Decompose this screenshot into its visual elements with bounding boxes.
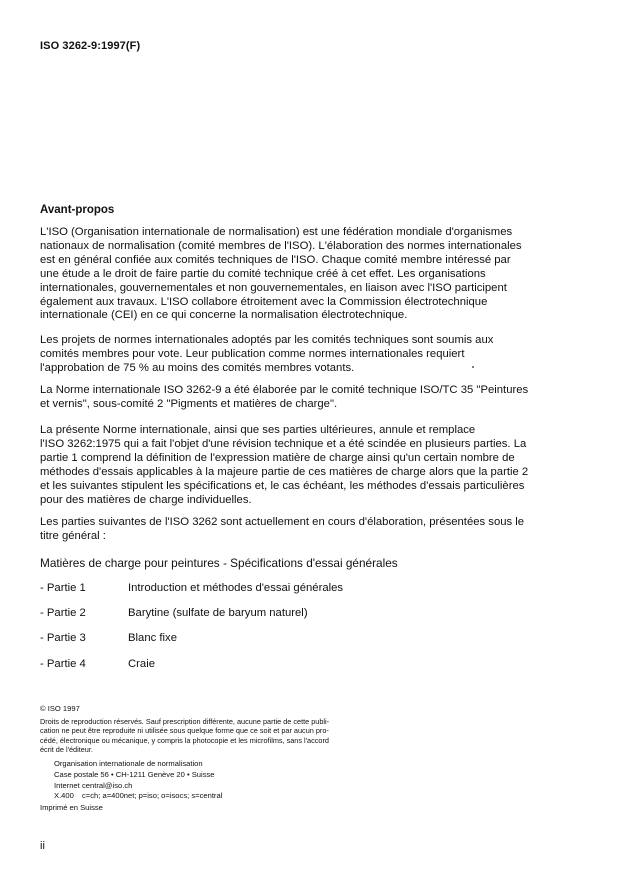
copyright-mark: © ISO 1997 xyxy=(40,704,80,713)
text-line: cation ne peut être reproduite ni utilisée sous quelque forme que ce soit et par aucun pro- xyxy=(40,726,329,736)
paragraph-parts-intro xyxy=(40,516,592,544)
x400-label: X.400 xyxy=(54,791,74,800)
paragraph-committee xyxy=(40,384,592,412)
text-line: et les suivantes stipulent les spécifications et, le cas échéant, les méthodes d'essais particulières xyxy=(40,479,525,492)
x400-address: c=ch; a=400net; p=iso; o=isocs; s=central xyxy=(82,791,223,800)
series-title: Matières de charge pour peintures - Spécifications d'essai générales xyxy=(40,556,398,570)
text-line: une étude a le droit de faire partie du comité technique créé à cet effet. Les organisations xyxy=(40,267,486,280)
paragraph-iso-intro xyxy=(40,226,592,323)
text-line: internationale (CEI) en ce qui concerne la normalisation électrotechnique. xyxy=(40,309,408,322)
publisher-name: Organisation internationale de normalisation xyxy=(54,759,203,768)
part-number: - Partie 1 xyxy=(40,582,86,594)
part-number: - Partie 4 xyxy=(40,658,86,670)
text-line: La Norme internationale ISO 3262-9 a été élaborée par le comité technique ISO/TC 35 "Peintures xyxy=(40,384,529,396)
text-line: internationales, gouvernementales et non gouvernementales, en liaison avec l'ISO participent xyxy=(40,281,507,294)
foreword-heading: Avant-propos xyxy=(40,204,115,216)
text-line: méthodes d'essais applicables à la majeure partie de ces matières de charge alors que la partie 2 xyxy=(40,465,529,478)
part-title: Barytine (sulfate de baryum naturel) xyxy=(128,607,308,619)
text-line: Les projets de normes internationales adoptés par les comités techniques sont soumis aux xyxy=(40,334,494,346)
text-line: Les parties suivantes de l'ISO 3262 sont actuellement en cours d'élaboration, présentées sous le xyxy=(40,516,525,528)
text-line: nationaux de normalisation (comité membres de l'ISO). L'élaboration des normes internationales xyxy=(40,239,522,252)
internet-address: central@iso.ch xyxy=(82,781,133,790)
part-title: Blanc fixe xyxy=(128,632,177,644)
internet-label: Internet xyxy=(54,781,80,790)
text-line: également aux travaux. L'ISO collabore étroitement avec la Commission électrotechnique xyxy=(40,295,488,308)
text-line: cédé, électronique ou mécanique, y compris la photocopie et les microfilms, sans l'accord xyxy=(40,735,329,745)
text-line: L'ISO (Organisation internationale de normalisation) est une fédération mondiale d'organismes xyxy=(40,226,513,238)
part-number: - Partie 2 xyxy=(40,607,86,619)
text-line: La présente Norme internationale, ainsi que ses parties ultérieures, annule et remplace xyxy=(40,424,476,436)
text-line: est en général confiée aux comités techniques de l'ISO. Chaque comité membre intéressé par xyxy=(40,253,511,266)
text-line: comités membres pour vote. Leur publication comme normes internationales requiert xyxy=(40,347,465,360)
text-line: écrit de l'éditeur. xyxy=(40,744,93,754)
postal-address: Case postale 56 • CH-1211 Genève 20 • Suisse xyxy=(54,770,215,779)
paragraph-revision xyxy=(40,424,592,507)
copyright-notice xyxy=(40,717,400,754)
text-line: et vernis", sous-comité 2 "Pigments et matières de charge". xyxy=(40,397,338,410)
paragraph-voting xyxy=(40,334,592,376)
text-line: l'approbation de 75 % au moins des comités membres votants. xyxy=(40,361,355,374)
page-number: ii xyxy=(40,840,45,852)
document-id: ISO 3262-9:1997(F) xyxy=(40,40,141,52)
scan-speck xyxy=(472,366,474,368)
text-line: l'ISO 3262:1975 qui a fait l'objet d'une révision technique et a été scindée en plusieurs parties. La xyxy=(40,437,527,450)
printed-in: Imprimé en Suisse xyxy=(40,803,103,812)
text-line: Droits de reproduction réservés. Sauf prescription différente, aucune partie de cette publi- xyxy=(40,717,330,726)
part-title: Introduction et méthodes d'essai générales xyxy=(128,582,344,594)
part-title: Craie xyxy=(128,658,155,670)
text-line: pour des matières de charge individuelles. xyxy=(40,493,252,506)
part-number: - Partie 3 xyxy=(40,632,86,644)
text-line: partie 1 comprend la définition de l'expression matière de charge ainsi qu'un certain nombre de xyxy=(40,451,515,464)
text-line: titre général : xyxy=(40,529,106,542)
